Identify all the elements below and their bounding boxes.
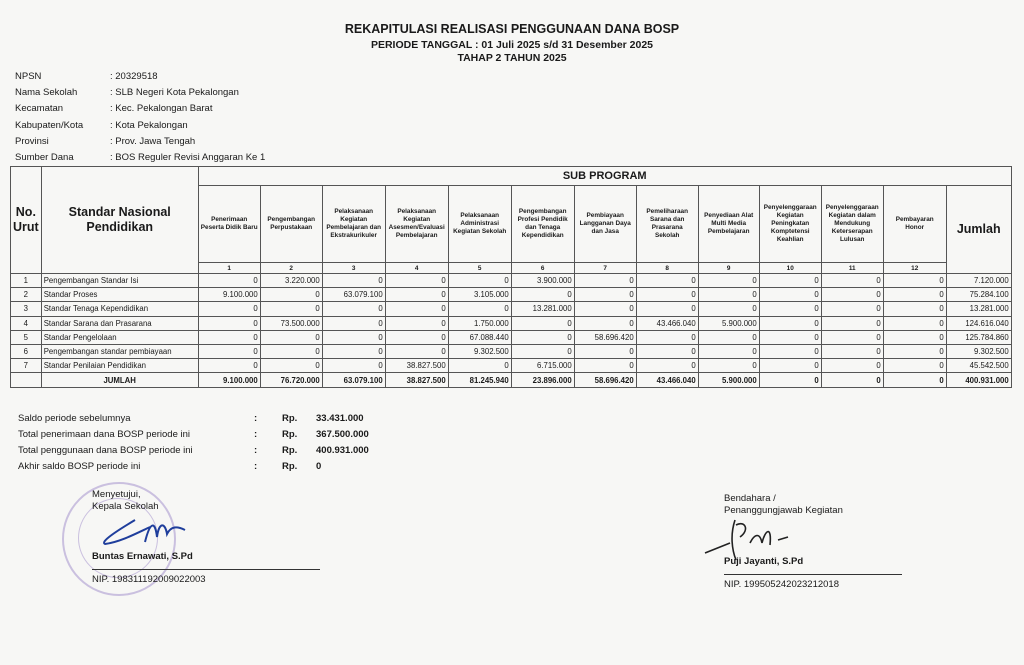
total-value: 5.900.000: [698, 373, 759, 388]
total-value: 0: [759, 373, 821, 388]
row-name: Pengembangan standar pembiayaan: [41, 344, 198, 358]
info-row: [15, 136, 265, 152]
cell-value: 6.715.000: [511, 359, 574, 373]
total-value: 0: [883, 373, 946, 388]
cell-value: 0: [759, 344, 821, 358]
cell-value: 0: [821, 344, 883, 358]
table-row: [11, 316, 1012, 330]
col-header: Penyelenggaraan Kegiatan dalam Mendukung Keterserapan Lulusan: [821, 186, 883, 263]
approver-line2: Kepala Sekolah: [92, 501, 159, 512]
info-label: Kabupaten/Kota: [15, 119, 84, 131]
cell-value: 67.088.440: [448, 330, 511, 344]
col-number: 5: [448, 263, 511, 274]
cell-value: 0: [448, 359, 511, 373]
school-info: [15, 71, 265, 168]
table-row: [11, 288, 1012, 302]
cell-value: 9.100.000: [198, 288, 260, 302]
cell-value: 0: [698, 302, 759, 316]
cell-value: 0: [821, 288, 883, 302]
cell-value: 0: [698, 330, 759, 344]
row-name: Standar Sarana dan Prasarana: [41, 316, 198, 330]
cell-value: 63.079.100: [322, 288, 385, 302]
info-row: [15, 120, 265, 136]
cell-value: 0: [574, 288, 636, 302]
cell-value: 0: [448, 274, 511, 288]
table-row: [11, 302, 1012, 316]
col-header: Pembayaran Honor: [883, 186, 946, 263]
total-value: 76.720.000: [260, 373, 322, 388]
summary-row: Akhir saldo BOSP periode ini : Rp. 0: [18, 461, 369, 477]
summary-row: Saldo periode sebelumnya : Rp. 33.431.000: [18, 413, 369, 429]
cell-value: 0: [198, 302, 260, 316]
info-label: Provinsi: [15, 135, 49, 147]
cell-value: 0: [759, 359, 821, 373]
row-no: 5: [11, 330, 42, 344]
info-row: [15, 71, 265, 87]
cell-value: 0: [511, 344, 574, 358]
col-header: Pelaksanaan Administrasi Kegiatan Sekolah: [448, 186, 511, 263]
row-total: 9.302.500: [946, 344, 1011, 358]
col-number: 8: [636, 263, 698, 274]
row-no: 3: [11, 302, 42, 316]
treasurer-name: Puji Jayanti, S.Pd: [724, 556, 804, 567]
cell-value: 0: [385, 330, 448, 344]
row-total: 75.284.100: [946, 288, 1011, 302]
total-value: 23.896.000: [511, 373, 574, 388]
report-period: PERIODE TANGGAL : 01 Juli 2025 s/d 31 Desember 2025: [370, 39, 654, 51]
cell-value: 0: [821, 359, 883, 373]
col-header: Pelaksanaan Kegiatan Asesmen/Evaluasi Pembelajaran: [385, 186, 448, 263]
row-no: 7: [11, 359, 42, 373]
col-number: 2: [260, 263, 322, 274]
cell-value: 0: [574, 316, 636, 330]
table-row: [11, 344, 1012, 358]
cell-value: 0: [883, 288, 946, 302]
info-row: [15, 87, 265, 103]
cell-value: 0: [759, 330, 821, 344]
col-number: 4: [385, 263, 448, 274]
info-value: : Kota Pekalongan: [110, 119, 188, 131]
row-no: 2: [11, 288, 42, 302]
cell-value: 58.696.420: [574, 330, 636, 344]
cell-value: 0: [883, 274, 946, 288]
col-standar-header: Standar Nasional Pendidikan: [41, 167, 198, 274]
total-value: 43.466.040: [636, 373, 698, 388]
total-value: 38.827.500: [385, 373, 448, 388]
summary-row: Total penggunaan dana BOSP periode ini : Rp. 400.931.000: [18, 445, 369, 461]
cell-value: 0: [698, 274, 759, 288]
cell-value: 3.220.000: [260, 274, 322, 288]
cell-value: 0: [574, 344, 636, 358]
col-no-header: No. Urut: [11, 167, 42, 274]
treasurer-line2: Penanggungjawab Kegiatan: [724, 505, 843, 516]
cell-value: 5.900.000: [698, 316, 759, 330]
cell-value: 0: [821, 274, 883, 288]
summary-label: Total penggunaan dana BOSP periode ini: [18, 445, 193, 456]
total-value: 0: [821, 373, 883, 388]
table-row: [11, 359, 1012, 373]
row-name: Standar Tenaga Kependidikan: [41, 302, 198, 316]
cell-value: 0: [198, 330, 260, 344]
cell-value: 0: [821, 316, 883, 330]
table-row: [11, 274, 1012, 288]
cell-value: 0: [698, 344, 759, 358]
cell-value: 0: [636, 274, 698, 288]
row-total: 7.120.000: [946, 274, 1011, 288]
info-label: Sumber Dana: [15, 151, 74, 163]
cell-value: 0: [636, 344, 698, 358]
cell-value: 3.900.000: [511, 274, 574, 288]
total-value: 9.100.000: [198, 373, 260, 388]
cell-value: 9.302.500: [448, 344, 511, 358]
cell-value: 0: [821, 302, 883, 316]
row-no: 6: [11, 344, 42, 358]
col-number: 3: [322, 263, 385, 274]
cell-value: 0: [448, 302, 511, 316]
cell-value: 0: [385, 316, 448, 330]
col-number: 1: [198, 263, 260, 274]
cell-value: 0: [322, 316, 385, 330]
cell-value: 0: [385, 302, 448, 316]
sub-program-header: SUB PROGRAM: [198, 167, 1011, 186]
approver-nip: NIP. 198311192009022003: [92, 574, 206, 585]
approver-signature-icon: [95, 512, 190, 552]
info-value: : 20329518: [110, 71, 158, 82]
cell-value: 0: [322, 344, 385, 358]
grand-total: 400.931.000: [946, 373, 1011, 388]
cell-value: 0: [636, 330, 698, 344]
row-name: Standar Proses: [41, 288, 198, 302]
info-value: : SLB Negeri Kota Pekalongan: [110, 87, 239, 99]
cell-value: 0: [883, 344, 946, 358]
cell-value: 0: [198, 344, 260, 358]
cell-value: 0: [260, 302, 322, 316]
report-stage: TAHAP 2 TAHUN 2025: [457, 52, 567, 64]
cell-value: 0: [322, 274, 385, 288]
col-header: Pengembangan Profesi Pendidik dan Tenaga Kependidikan: [511, 186, 574, 263]
cell-value: 0: [198, 274, 260, 288]
col-header: Penyediaan Alat Multi Media Pembelajaran: [698, 186, 759, 263]
summary-value: 367.500.000: [316, 429, 369, 440]
approver-block: [92, 489, 159, 513]
total-value: 63.079.100: [322, 373, 385, 388]
col-number: 7: [574, 263, 636, 274]
cell-value: 0: [759, 274, 821, 288]
cell-value: 0: [385, 288, 448, 302]
total-value: 81.245.940: [448, 373, 511, 388]
summary-row: Total penerimaan dana BOSP periode ini : Rp. 367.500.000: [18, 429, 369, 445]
col-header: Penerimaan Peserta Didik Baru: [198, 186, 260, 263]
cell-value: 0: [385, 344, 448, 358]
approver-name: Buntas Ernawati, S.Pd: [92, 551, 193, 562]
approver-line1: Menyetujui,: [92, 489, 141, 500]
cell-value: 38.827.500: [385, 359, 448, 373]
cell-value: 0: [636, 288, 698, 302]
fund-summary: [18, 413, 369, 477]
cell-value: 73.500.000: [260, 316, 322, 330]
cell-value: 0: [322, 302, 385, 316]
cell-value: 0: [636, 302, 698, 316]
col-header: Penyelenggaraan Kegiatan Peningkatan Komptetensi Keahlian: [759, 186, 821, 263]
summary-value: 0: [316, 461, 322, 472]
cell-value: 0: [883, 359, 946, 373]
cell-value: 0: [574, 302, 636, 316]
cell-value: 0: [511, 330, 574, 344]
cell-value: 3.105.000: [448, 288, 511, 302]
cell-value: 0: [698, 288, 759, 302]
cell-value: 43.466.040: [636, 316, 698, 330]
cell-value: 0: [883, 302, 946, 316]
realization-table: [10, 166, 1012, 388]
treasurer-block: [724, 493, 843, 517]
row-total: 13.281.000: [946, 302, 1011, 316]
cell-value: 0: [883, 330, 946, 344]
col-number: 11: [821, 263, 883, 274]
info-value: : Kec. Pekalongan Barat: [110, 103, 213, 115]
cell-value: 0: [511, 288, 574, 302]
col-header: Pengembangan Perpustakaan: [260, 186, 322, 263]
row-no: 1: [11, 274, 42, 288]
cell-value: 0: [198, 359, 260, 373]
info-value: : Prov. Jawa Tengah: [110, 135, 196, 147]
cell-value: 13.281.000: [511, 302, 574, 316]
total-value: 58.696.420: [574, 373, 636, 388]
cell-value: 0: [821, 330, 883, 344]
cell-value: 0: [759, 302, 821, 316]
summary-value: 33.431.000: [316, 413, 364, 424]
row-total: 124.616.040: [946, 316, 1011, 330]
cell-value: 0: [759, 288, 821, 302]
table-row: [11, 330, 1012, 344]
row-no: 4: [11, 316, 42, 330]
row-name: Pengembangan Standar Isi: [41, 274, 198, 288]
cell-value: 0: [260, 288, 322, 302]
col-header: Pembiayaan Langganan Daya dan Jasa: [574, 186, 636, 263]
row-total: 125.784.860: [946, 330, 1011, 344]
col-jumlah-header: Jumlah: [946, 186, 1011, 274]
cell-value: 0: [574, 274, 636, 288]
info-row: [15, 103, 265, 119]
cell-value: 1.750.000: [448, 316, 511, 330]
treasurer-line1: Bendahara /: [724, 493, 776, 504]
cell-value: 0: [698, 359, 759, 373]
cell-value: 0: [385, 274, 448, 288]
summary-value: 400.931.000: [316, 445, 369, 456]
col-number: 12: [883, 263, 946, 274]
col-header: Pelaksanaan Kegiatan Pembelajaran dan Ekstrakurikuler: [322, 186, 385, 263]
cell-value: 0: [322, 359, 385, 373]
info-label: Kecamatan: [15, 103, 64, 115]
cell-value: 0: [511, 316, 574, 330]
totals-label: JUMLAH: [41, 373, 198, 388]
cell-value: 0: [260, 330, 322, 344]
totals-row: [11, 373, 1012, 388]
cell-value: 0: [260, 359, 322, 373]
col-header: Pemeliharaan Sarana dan Prasarana Sekolah: [636, 186, 698, 263]
summary-label: Saldo periode sebelumnya: [18, 413, 131, 424]
cell-value: 0: [759, 316, 821, 330]
row-name: Standar Penilaian Pendidikan: [41, 359, 198, 373]
summary-label: Total penerimaan dana BOSP periode ini: [18, 429, 190, 440]
cell-value: 0: [322, 330, 385, 344]
cell-value: 0: [260, 344, 322, 358]
cell-value: 0: [198, 316, 260, 330]
col-number: 10: [759, 263, 821, 274]
treasurer-nip: NIP. 199505242023212018: [724, 579, 839, 590]
info-value: : BOS Reguler Revisi Anggaran Ke 1: [110, 151, 266, 163]
report-title: REKAPITULASI REALISASI PENGGUNAAN DANA BOSP: [344, 22, 680, 36]
col-number: 9: [698, 263, 759, 274]
row-name: Standar Pengelolaan: [41, 330, 198, 344]
cell-value: 0: [636, 359, 698, 373]
cell-value: 0: [574, 359, 636, 373]
cell-value: 0: [883, 316, 946, 330]
summary-label: Akhir saldo BOSP periode ini: [18, 461, 141, 472]
row-total: 45.542.500: [946, 359, 1011, 373]
col-number: 6: [511, 263, 574, 274]
info-label: Nama Sekolah: [15, 87, 78, 99]
info-label: NPSN: [15, 71, 42, 82]
